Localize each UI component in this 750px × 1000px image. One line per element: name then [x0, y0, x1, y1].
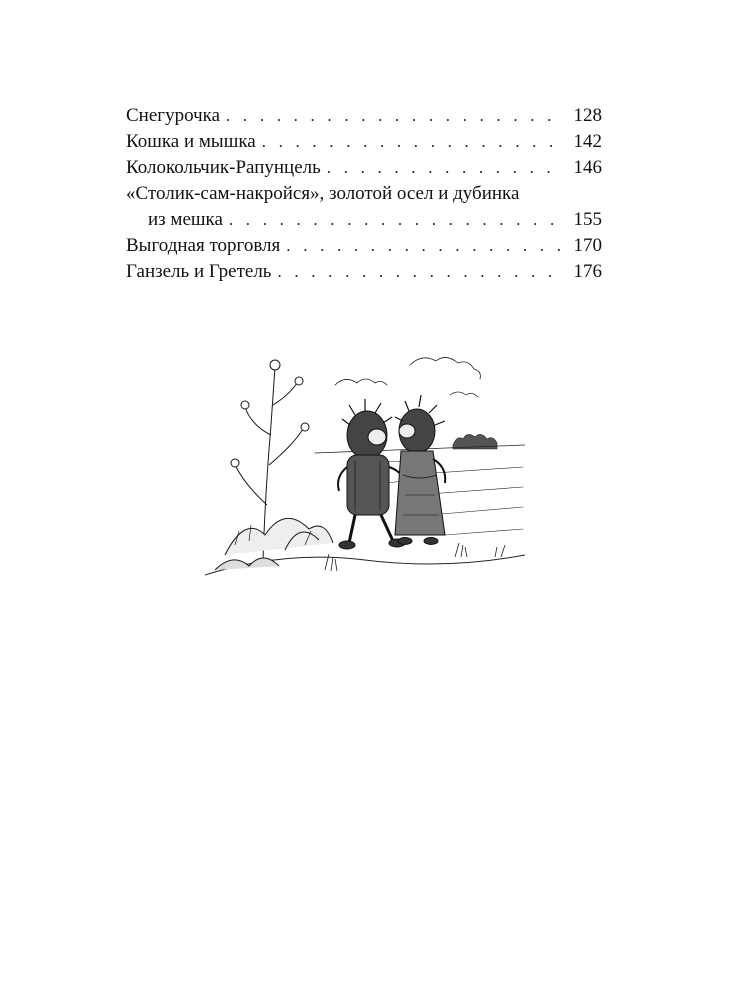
- toc-entry: [126, 259, 602, 285]
- toc-entry-page: 146: [573, 157, 602, 178]
- hedgehogs-engraving-illustration: [205, 345, 525, 585]
- toc-entry-title: Колокольчик-Рапунцель: [126, 157, 321, 178]
- toc-dot-leader: [262, 129, 562, 155]
- toc-dot-leader: [327, 155, 562, 181]
- toc-dot-leader: [286, 233, 562, 259]
- toc-entry: [126, 207, 602, 233]
- toc-dot-leader: [277, 259, 562, 285]
- toc-entry-page: 128: [573, 105, 602, 126]
- toc-entry-title-line1: «Столик-сам-накройся», золотой осел и дубинка: [126, 183, 520, 204]
- toc-entry-page: 142: [573, 131, 602, 152]
- toc-entry-page: 170: [573, 235, 602, 256]
- toc-dot-leader: [226, 103, 562, 129]
- toc-entry-title: Ганзель и Гретель: [126, 261, 272, 282]
- table-of-contents: [126, 103, 602, 285]
- toc-entry: [126, 129, 602, 155]
- toc-entry-title: Кошка и мышка: [126, 131, 256, 152]
- hedgehog-right-figure: [395, 395, 445, 545]
- toc-entry-title: Снегурочка: [126, 105, 221, 126]
- hedgehog-left-figure: [338, 399, 405, 549]
- toc-entry-title: Выгодная торговля: [126, 235, 281, 256]
- toc-entry-title-line2: из мешка: [148, 209, 223, 230]
- toc-entry-page: 155: [573, 209, 602, 230]
- toc-dot-leader: [229, 207, 562, 233]
- toc-entry: [126, 233, 602, 259]
- toc-entry: [126, 103, 602, 129]
- toc-entry: [126, 155, 602, 181]
- toc-entry-page: 176: [573, 261, 602, 282]
- plant-group: [215, 360, 333, 570]
